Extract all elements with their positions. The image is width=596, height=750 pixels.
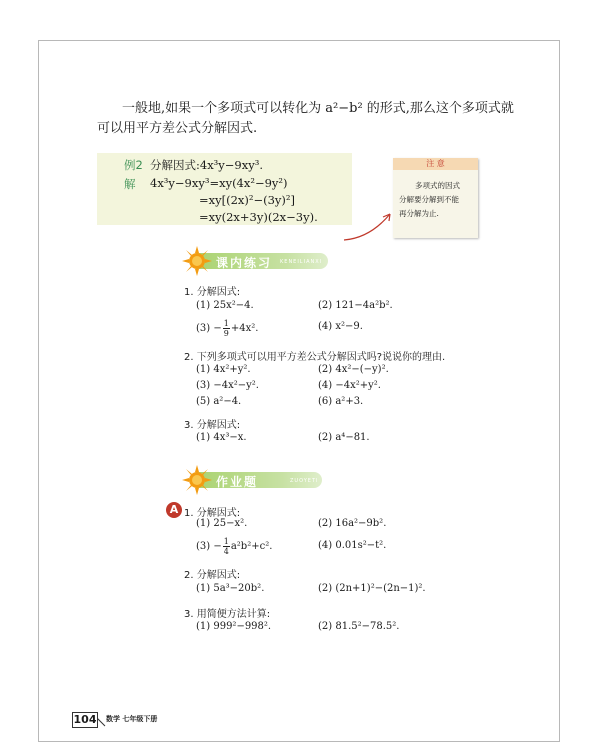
homework-q2-item-2: (2) (2n+1)²−(2n−1)². <box>318 583 426 594</box>
homework-q1-item-3 <box>196 537 272 556</box>
practice-q1-item-3-prefix: (3) − <box>196 323 222 334</box>
practice-q1-item-3-suffix: +4x². <box>230 323 259 334</box>
note-title: 注 意 <box>393 158 478 170</box>
note-line-1: 多项式的因式 <box>415 181 460 190</box>
fraction-denominator: 4 <box>223 547 229 556</box>
practice-q2-item-6: (6) a²+3. <box>318 396 364 407</box>
practice-subtitle: KENEILIANXI <box>280 259 323 265</box>
example-prompt: 分解因式:4x³y−9xy³. <box>150 158 263 172</box>
practice-q2-item-2: (2) 4x²−(−y)². <box>318 364 389 375</box>
intro-line-2: 可以用平方差公式分解因式. <box>97 121 258 136</box>
fraction-denominator: 9 <box>223 329 229 338</box>
note-line-2: 分解要分解到不能 <box>399 195 459 204</box>
practice-q2-item-1: (1) 4x²+y². <box>196 364 251 375</box>
practice-q2-item-4: (4) −4x²+y². <box>318 380 381 391</box>
level-a-badge: A <box>166 502 182 518</box>
practice-q3-item-2: (2) a⁴−81. <box>318 432 370 443</box>
example-label: 例2 <box>124 158 143 172</box>
practice-q2-item-5: (5) a²−4. <box>196 396 242 407</box>
homework-q1-item-4: (4) 0.01s²−t². <box>318 540 387 551</box>
homework-q2-title: 2. 分解因式: <box>184 570 241 581</box>
intro-line-1: 一般地,如果一个多项式可以转化为 a²−b² 的形式,那么这个多项式就 <box>122 101 514 116</box>
solution-step-1: 4x³y−9xy³=xy(4x²−9y²) <box>150 176 288 190</box>
practice-q3-item-1: (1) 4x³−x. <box>196 432 247 443</box>
homework-q3-title: 3. 用简便方法计算: <box>184 609 271 620</box>
page-frame <box>38 40 560 742</box>
pointer-arrow-icon <box>340 200 400 245</box>
practice-q1-item-4: (4) x²−9. <box>318 321 363 332</box>
homework-title: 作业题 <box>216 475 259 489</box>
homework-q3-item-2: (2) 81.5²−78.5². <box>318 621 400 632</box>
solution-step-3: =xy(2x+3y)(2x−3y). <box>199 210 318 224</box>
fraction-numerator: 1 <box>223 319 229 328</box>
homework-q3-item-1: (1) 999²−998². <box>196 621 272 632</box>
homework-q1-item-1: (1) 25−x². <box>196 518 248 529</box>
solution-step-2: =xy[(2x)²−(3y)²] <box>199 193 296 207</box>
homework-subtitle: ZUOYETI <box>290 478 319 484</box>
note-card <box>393 158 478 238</box>
practice-q1-title: 1. 分解因式: <box>184 287 241 298</box>
fraction <box>223 537 230 556</box>
sun-icon <box>182 465 212 495</box>
book-title: 数学 七年级下册 <box>106 715 158 723</box>
solution-label: 解 <box>124 177 136 191</box>
practice-q1-item-2: (2) 121−4a²b². <box>318 300 393 311</box>
page-number: 104 <box>73 713 97 726</box>
fraction <box>223 319 230 338</box>
homework-q2-item-1: (1) 5a³−20b². <box>196 583 265 594</box>
practice-q1-item-1: (1) 25x²−4. <box>196 300 254 311</box>
practice-title: 课内练习 <box>216 256 273 270</box>
practice-q3-title: 3. 分解因式: <box>184 420 241 431</box>
note-line-3: 再分解为止. <box>399 209 439 218</box>
practice-q1-item-3 <box>196 319 258 338</box>
homework-q1-item-2: (2) 16a²−9b². <box>318 518 387 529</box>
sun-icon <box>182 246 212 276</box>
fraction-numerator: 1 <box>223 537 229 546</box>
homework-q1-title: 1. 分解因式: <box>184 508 241 519</box>
homework-q1-item-3-suffix: a²b²+c². <box>230 541 273 552</box>
practice-q2-item-3: (3) −4x²−y². <box>196 380 259 391</box>
practice-q2-title: 2. 下列多项式可以用平方差公式分解因式吗?说说你的理由. <box>184 352 446 363</box>
homework-q1-item-3-prefix: (3) − <box>196 541 222 552</box>
